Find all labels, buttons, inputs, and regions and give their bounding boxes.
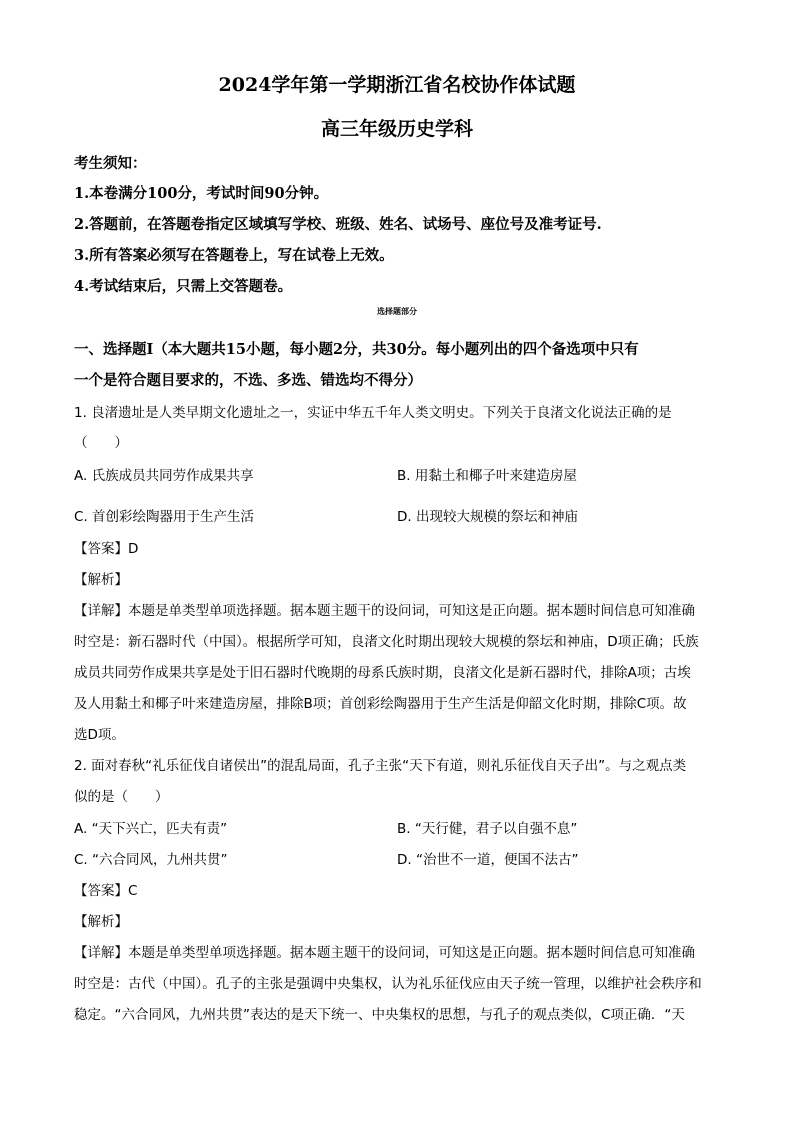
question-2-stem: 似的是（ ）	[74, 789, 169, 805]
question-1-option-b: B. 用黏土和椰子叶来建造房屋	[397, 468, 577, 484]
question-1-analysis-label: 【解析】	[74, 572, 128, 588]
notice-heading: 考生须知：	[74, 155, 147, 172]
section-instruction: 一、选择题Ⅰ（本大题共15小题，每小题2分，共30分。每小题列出的四个备选项中只有	[74, 341, 639, 358]
question-2-detail-line: 稳定。“六合同风，九州共贯”表达的是天下统一、中央集权的思想，与孔子的观点类似，C项正确．“天	[74, 1007, 685, 1023]
notice-item: 2.答题前，在答题卷指定区域填写学校、班级、姓名、试场号、座位号及准考证号.	[74, 216, 602, 233]
question-2-option-a: A. “天下兴亡，匹夫有责”	[74, 821, 228, 837]
exam-subtitle: 高三年级历史学科	[320, 118, 473, 140]
question-1-detail-line: 选D项。	[74, 727, 125, 743]
question-2-analysis-label: 【解析】	[74, 914, 128, 930]
question-1-detail-line: 时空是：新石器时代（中国）。根据所学可知，良渚文化时期出现较大规模的祭坛和神庙，D项正确；氏族	[74, 634, 699, 650]
question-2-option-b: B. “天行健，君子以自强不息”	[397, 821, 578, 837]
question-1-detail-line: 【详解】本题是单类型单项选择题。据本题主题干的设问词，可知这是正向题。据本题时间信息可知准确	[74, 603, 695, 619]
question-2-answer: 【答案】C	[74, 883, 138, 899]
question-2-option-d: D. “治世不一道，便国不法古”	[397, 852, 579, 868]
notice-item: 4.考试结束后，只需上交答题卷。	[74, 278, 293, 295]
notice-item: 1.本卷满分100分，考试时间90分钟。	[74, 185, 329, 202]
question-1-stem: （ ）	[74, 435, 128, 451]
question-1-answer: 【答案】D	[74, 541, 139, 557]
question-2-stem: 2. 面对春秋“礼乐征伐自诸侯出”的混乱局面，孔子主张“天下有道，则礼乐征伐自天子出”。与之观点类	[74, 758, 687, 774]
section-instruction: 一个是符合题目要求的，不选、多选、错选均不得分）	[74, 372, 422, 389]
question-1-option-a: A. 氏族成员共同劳作成果共享	[74, 468, 254, 484]
question-2-option-c: C. “六合同风，九州共贯”	[74, 852, 228, 868]
section-title: 选择题部分	[377, 306, 417, 316]
question-1-stem: 1. 良渚遗址是人类早期文化遗址之一，实证中华五千年人类文明史。下列关于良渚文化说法正确的是	[74, 405, 672, 421]
question-2-detail-line: 时空是：古代（中国）。孔子的主张是强调中央集权，认为礼乐征伐应由天子统一管理，以维护社会秩序和	[74, 976, 702, 992]
question-1-detail-line: 及人用黏土和椰子叶来建造房屋，排除B项；首创彩绘陶器用于生产生活是仰韶文化时期，排除C项。故	[74, 696, 687, 712]
question-1-option-d: D. 出现较大规模的祭坛和神庙	[397, 509, 578, 525]
question-1-detail-line: 成员共同劳作成果共享是处于旧石器时代晚期的母系氏族时期，良渚文化是新石器时代，排除A项；古埃	[74, 665, 691, 681]
exam-title: 2024学年第一学期浙江省名校协作体试题	[218, 74, 576, 96]
notice-item: 3.所有答案必须写在答题卷上，写在试卷上无效。	[74, 247, 394, 264]
question-2-detail-line: 【详解】本题是单类型单项选择题。据本题主题干的设问词，可知这是正向题。据本题时间信息可知准确	[74, 945, 695, 961]
question-1-option-c: C. 首创彩绘陶器用于生产生活	[74, 509, 255, 525]
